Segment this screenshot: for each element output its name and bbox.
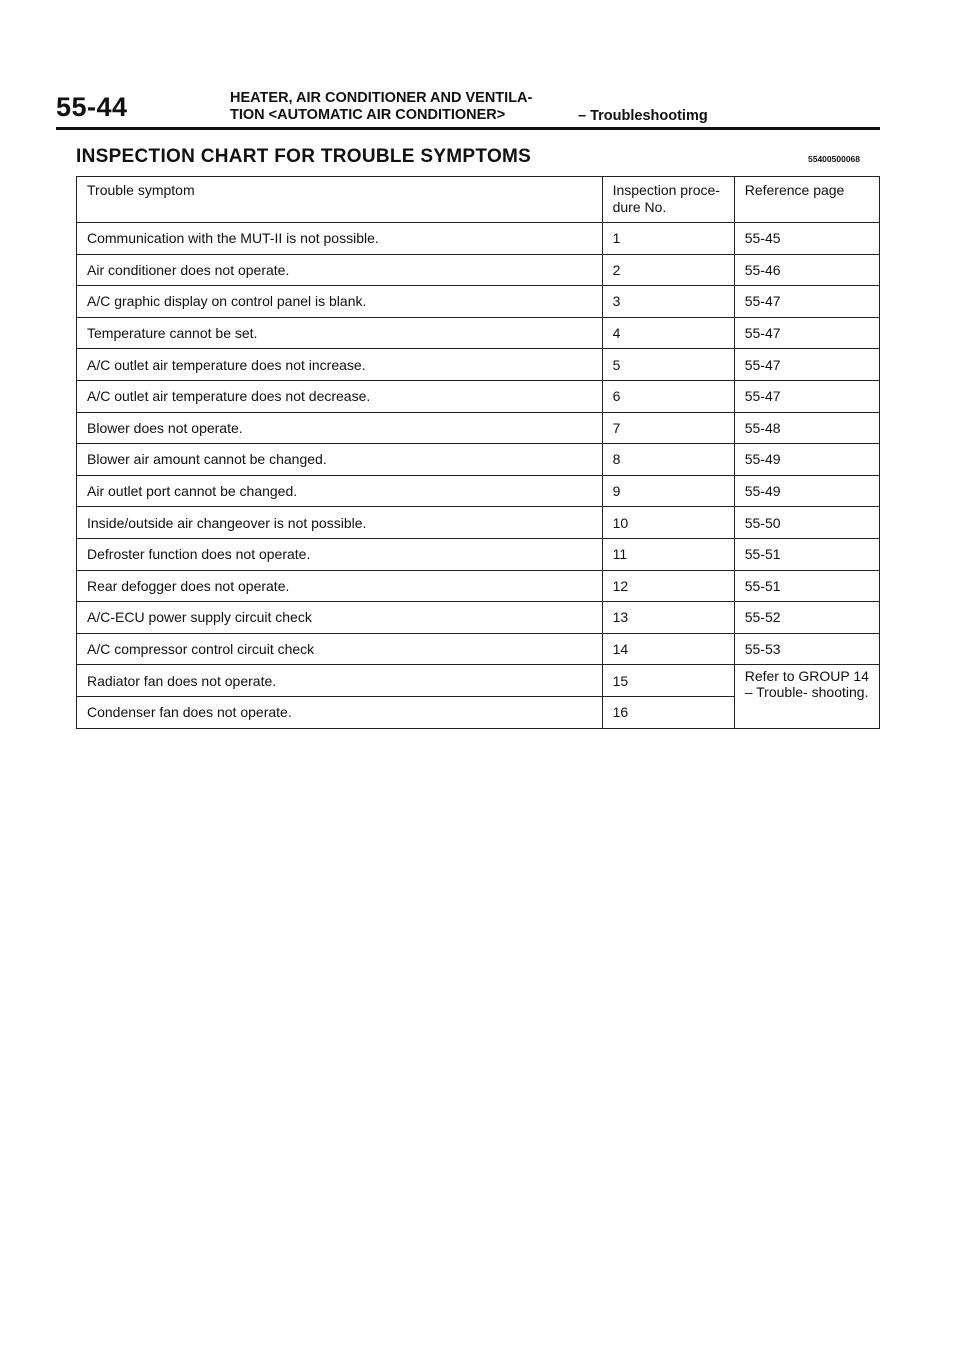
table-row (77, 380, 880, 412)
table-row (77, 349, 880, 381)
symptom-cell: A/C compressor control circuit check (77, 633, 603, 665)
header-reference-page: Reference page (734, 177, 879, 223)
procedure-cell: 11 (602, 538, 734, 570)
table-row (77, 286, 880, 318)
procedure-cell: 16 (602, 696, 734, 728)
symptom-cell: Condenser fan does not operate. (77, 696, 603, 728)
procedure-cell: 1 (602, 223, 734, 255)
table-row (77, 254, 880, 286)
procedure-cell: 10 (602, 507, 734, 539)
symptom-cell: Communication with the MUT-II is not possible. (77, 223, 603, 255)
symptom-cell: A/C graphic display on control panel is blank. (77, 286, 603, 318)
header-title-line2: TION <AUTOMATIC AIR CONDITIONER> (230, 107, 506, 123)
procedure-cell: 13 (602, 602, 734, 634)
section-code: 55400500068 (808, 154, 861, 164)
table-row (77, 570, 880, 602)
reference-cell: 55-47 (734, 380, 879, 412)
reference-cell: 55-52 (734, 602, 879, 634)
procedure-cell: 7 (602, 412, 734, 444)
table-row (77, 507, 880, 539)
procedure-cell: 12 (602, 570, 734, 602)
symptom-cell: Defroster function does not operate. (77, 538, 603, 570)
section-title: INSPECTION CHART FOR TROUBLE SYMPTOMS (76, 146, 532, 167)
reference-cell: 55-46 (734, 254, 879, 286)
page-number: 55-44 (56, 92, 128, 122)
table-row (77, 317, 880, 349)
symptom-cell: Inside/outside air changeover is not possible. (77, 507, 603, 539)
reference-cell: 55-47 (734, 317, 879, 349)
procedure-cell: 6 (602, 380, 734, 412)
symptom-cell: Temperature cannot be set. (77, 317, 603, 349)
header-rule (56, 127, 880, 130)
symptom-cell: Rear defogger does not operate. (77, 570, 603, 602)
procedure-cell: 5 (602, 349, 734, 381)
header-inspection-procedure: Inspection proce- dure No. (602, 177, 734, 223)
reference-cell: 55-47 (734, 286, 879, 318)
table-row (77, 538, 880, 570)
reference-cell-merged: Refer to GROUP 14 – Trouble- shooting. (734, 665, 879, 728)
reference-cell: 55-51 (734, 570, 879, 602)
procedure-cell: 14 (602, 633, 734, 665)
procedure-cell: 8 (602, 444, 734, 476)
symptom-cell: Blower does not operate. (77, 412, 603, 444)
symptom-cell: Air conditioner does not operate. (77, 254, 603, 286)
table-row (77, 602, 880, 634)
reference-cell: 55-47 (734, 349, 879, 381)
table-row (77, 223, 880, 255)
procedure-cell: 9 (602, 475, 734, 507)
procedure-cell: 4 (602, 317, 734, 349)
procedure-cell: 15 (602, 665, 734, 697)
symptom-cell: A/C outlet air temperature does not decrease. (77, 380, 603, 412)
symptom-cell: A/C outlet air temperature does not increase. (77, 349, 603, 381)
table-row (77, 444, 880, 476)
symptom-cell: A/C-ECU power supply circuit check (77, 602, 603, 634)
reference-cell: 55-49 (734, 475, 879, 507)
symptom-cell: Air outlet port cannot be changed. (77, 475, 603, 507)
procedure-cell: 2 (602, 254, 734, 286)
table-row (77, 412, 880, 444)
header-trouble-symptom: Trouble symptom (77, 177, 603, 223)
reference-cell: 55-48 (734, 412, 879, 444)
inspection-chart-table (76, 176, 880, 729)
header-title-line1: HEATER, AIR CONDITIONER AND VENTILA- (230, 90, 533, 106)
reference-cell: 55-45 (734, 223, 879, 255)
header-title (230, 90, 532, 124)
reference-cell: 55-53 (734, 633, 879, 665)
procedure-cell: 3 (602, 286, 734, 318)
table-row (77, 475, 880, 507)
reference-cell: 55-49 (734, 444, 879, 476)
reference-cell: 55-51 (734, 538, 879, 570)
symptom-cell: Blower air amount cannot be changed. (77, 444, 603, 476)
table-header-row (77, 177, 880, 223)
symptom-cell: Radiator fan does not operate. (77, 665, 603, 697)
table-row (77, 633, 880, 665)
reference-cell: 55-50 (734, 507, 879, 539)
table-row (77, 665, 880, 697)
header-section: – Troubleshootimg (578, 108, 708, 124)
